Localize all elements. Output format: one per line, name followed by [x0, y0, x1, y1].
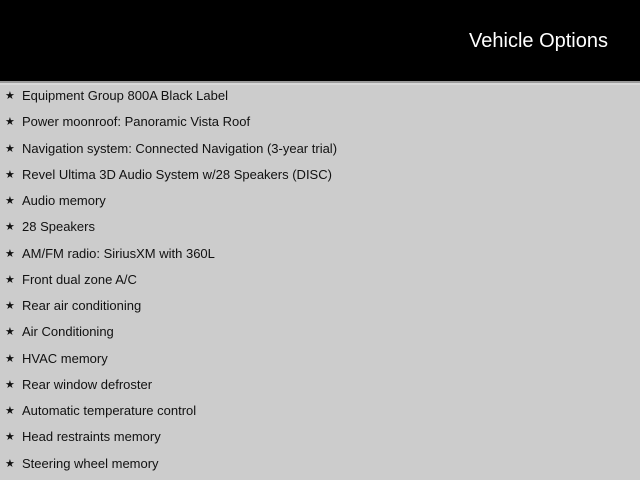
- option-label: Front dual zone A/C: [22, 271, 137, 287]
- option-label: Equipment Group 800A Black Label: [22, 88, 228, 103]
- option-label: Rear air conditioning: [22, 298, 142, 313]
- star-icon: ★: [5, 326, 15, 339]
- header-bar: [0, 0, 640, 81]
- list-item: [0, 268, 640, 294]
- list-item: [0, 452, 640, 478]
- vehicle-options-list: [0, 84, 640, 478]
- option-label: Rear window defroster: [22, 376, 153, 392]
- list-item: [0, 110, 640, 136]
- star-icon: ★: [5, 352, 15, 365]
- star-icon: ★: [5, 142, 15, 155]
- list-item: [0, 189, 640, 215]
- option-label: Head restraints memory: [22, 429, 161, 445]
- star-icon: ★: [5, 457, 15, 470]
- list-item: [0, 294, 640, 320]
- option-label: Automatic temperature control: [22, 403, 197, 418]
- star-icon: ★: [5, 221, 15, 234]
- list-item: [0, 163, 640, 189]
- star-icon: ★: [5, 378, 15, 391]
- option-label: Navigation system: Connected Navigation (3-year trial): [22, 140, 338, 156]
- option-label: HVAC memory: [22, 350, 108, 366]
- star-icon: ★: [5, 116, 15, 129]
- star-icon: ★: [5, 273, 15, 286]
- option-label: Steering wheel memory: [22, 455, 159, 471]
- star-icon: ★: [5, 431, 15, 444]
- option-label: 28 Speakers: [22, 219, 95, 235]
- star-icon: ★: [5, 405, 15, 417]
- option-label: Power moonroof: Panoramic Vista Roof: [22, 114, 251, 130]
- list-item: [0, 215, 640, 241]
- list-item: [0, 242, 640, 268]
- list-item: [0, 347, 640, 373]
- list-item: [0, 84, 640, 110]
- star-icon: ★: [5, 247, 15, 260]
- star-icon: ★: [5, 300, 15, 312]
- option-label: Air Conditioning: [22, 324, 114, 340]
- star-icon: ★: [5, 195, 15, 207]
- list-item: [0, 399, 640, 425]
- star-icon: ★: [5, 168, 15, 181]
- option-label: Audio memory: [22, 193, 106, 208]
- option-label: AM/FM radio: SiriusXM with 360L: [22, 245, 215, 261]
- option-label: Revel Ultima 3D Audio System w/28 Speakers (DISC): [22, 166, 332, 182]
- star-icon: ★: [5, 90, 15, 102]
- list-item: [0, 137, 640, 163]
- list-item: [0, 320, 640, 346]
- page-title: Vehicle Options: [469, 30, 608, 52]
- list-item: [0, 373, 640, 399]
- list-item: [0, 425, 640, 451]
